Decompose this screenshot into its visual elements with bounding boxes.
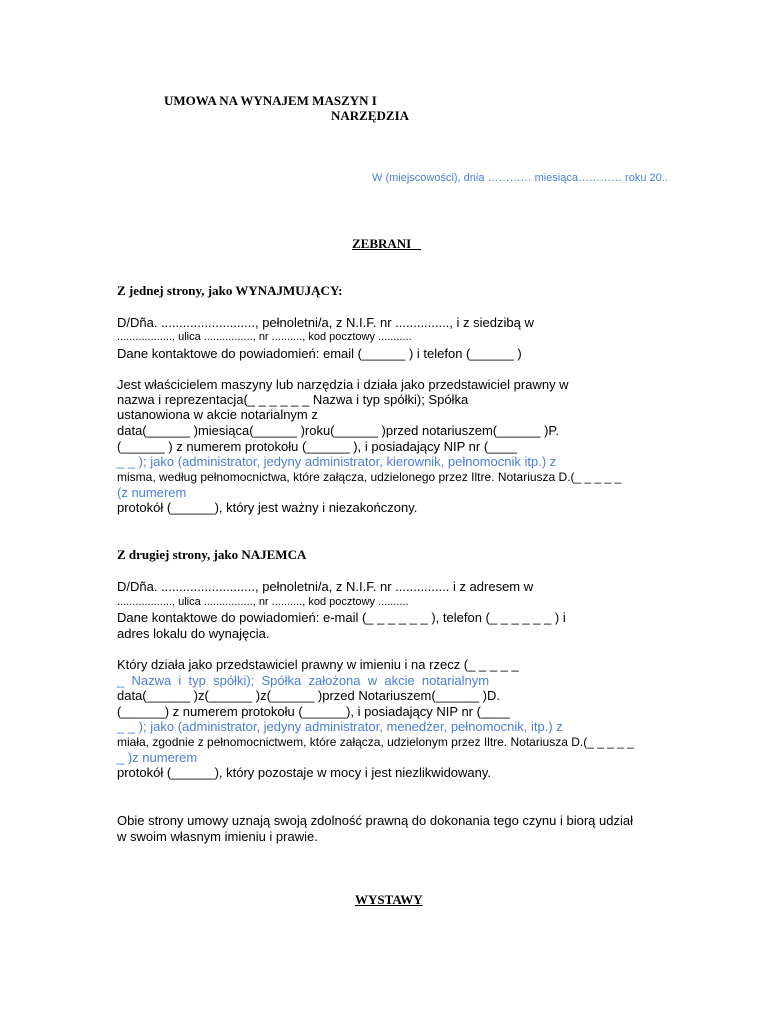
party1-line: misma, według pełnomocnictwa, które załącza, udzielonego przez Iltre. Notariusza D.(_ _ _ _ _: [117, 470, 622, 484]
closing-line: w swoim własnym imieniu i prawie.: [117, 829, 318, 844]
party2-line: _ _ ); jako (administrator, jedyny administrator, menedżer, pełnomocnik, itp.) z: [117, 719, 563, 734]
party1-heading: Z jednej strony, jako WYNAJMUJĄCY:: [117, 283, 343, 298]
party2-line: Który działa jako przedstawiciel prawny w imieniu i na rzecz (_ _ _ _ _: [117, 657, 519, 672]
party2-line: (______) z numerem protokołu (______), i posiadający NIP nr (____: [117, 704, 510, 719]
place-date-line: W (miejscowości), dnia ………… miesiąca………… roku 20..: [372, 172, 668, 184]
party1-line: Jest właścicielem maszyny lub narzędzia i działa jako przedstawiciel prawny w: [117, 377, 569, 392]
party1-line: (z numerem: [117, 485, 187, 500]
party2-line: D/Dña. .........................., pełnoletni/a, z N.I.F. nr ............... i z adresem w: [117, 579, 534, 594]
section-heading-zebrani: ZEBRANI: [352, 236, 412, 251]
party2-heading: Z drugiej strony, jako NAJEMCA: [117, 547, 307, 562]
party1-line: D/Dña. .........................., pełnoletni/a, z N.I.F. nr ..............., i z siedzibą w: [117, 315, 534, 330]
document-title-line2: NARZĘDZIA: [331, 108, 410, 123]
party2-line: .................., ulica ................, nr .........., kod pocztowy ..........: [117, 596, 409, 608]
party1-line: protokół (______), który jest ważny i niezakończony.: [117, 500, 418, 515]
party1-line: _ _ ); jako (administrator, jedyny administrator, kierownik, pełnomocnik itp.) z: [117, 454, 557, 469]
party2-line: Dane kontaktowe do powiadomień: e-mail (_ _ _ _ _ _ ), telefon (_ _ _ _ _ _ ) i: [117, 610, 566, 625]
party2-line: protokół (______), który pozostaje w mocy i jest niezlikwidowany.: [117, 765, 492, 780]
party2-line: _ Nazwa i typ spółki); Spółka założona w akcie notarialnym: [117, 673, 490, 688]
party2-line: adres lokalu do wynajęcia.: [117, 626, 270, 641]
party1-line: nazwa i reprezentacja(_ _ _ _ _ _ Nazwa i typ spółki); Spółka: [117, 392, 469, 407]
party2-line: _ )z numerem: [117, 750, 198, 765]
party2-line: data(______ )z(______ )z(______ )przed Notariuszem(______ )D.: [117, 688, 500, 703]
party1-line: ustanowiona w akcie notarialnym z: [117, 407, 318, 422]
party1-line: (______ ) z numerem protokołu (______ ), i posiadający NIP nr (____: [117, 439, 518, 454]
party1-line: Dane kontaktowe do powiadomień: email (______ ) i telefon (______ ): [117, 346, 522, 361]
party1-line: .................., ulica ................, nr .........., kod pocztowy ...........: [117, 331, 412, 343]
closing-line: Obie strony umowy uznają swoją zdolność prawną do dokonania tego czynu i biorą udział: [117, 813, 633, 828]
party1-line: data(______ )miesiąca(______ )roku(______ )przed notariuszem(______ )P.: [117, 423, 560, 438]
document-title-line1: UMOWA NA WYNAJEM MASZYN I: [164, 93, 377, 108]
section-heading-wystawy: WYSTAWY: [355, 892, 423, 907]
party2-line: miała, zgodnie z pełnomocnictwem, które załącza, udzielonym przez Iltre. Notariusza D.(_ _ _ _ _: [117, 735, 634, 749]
